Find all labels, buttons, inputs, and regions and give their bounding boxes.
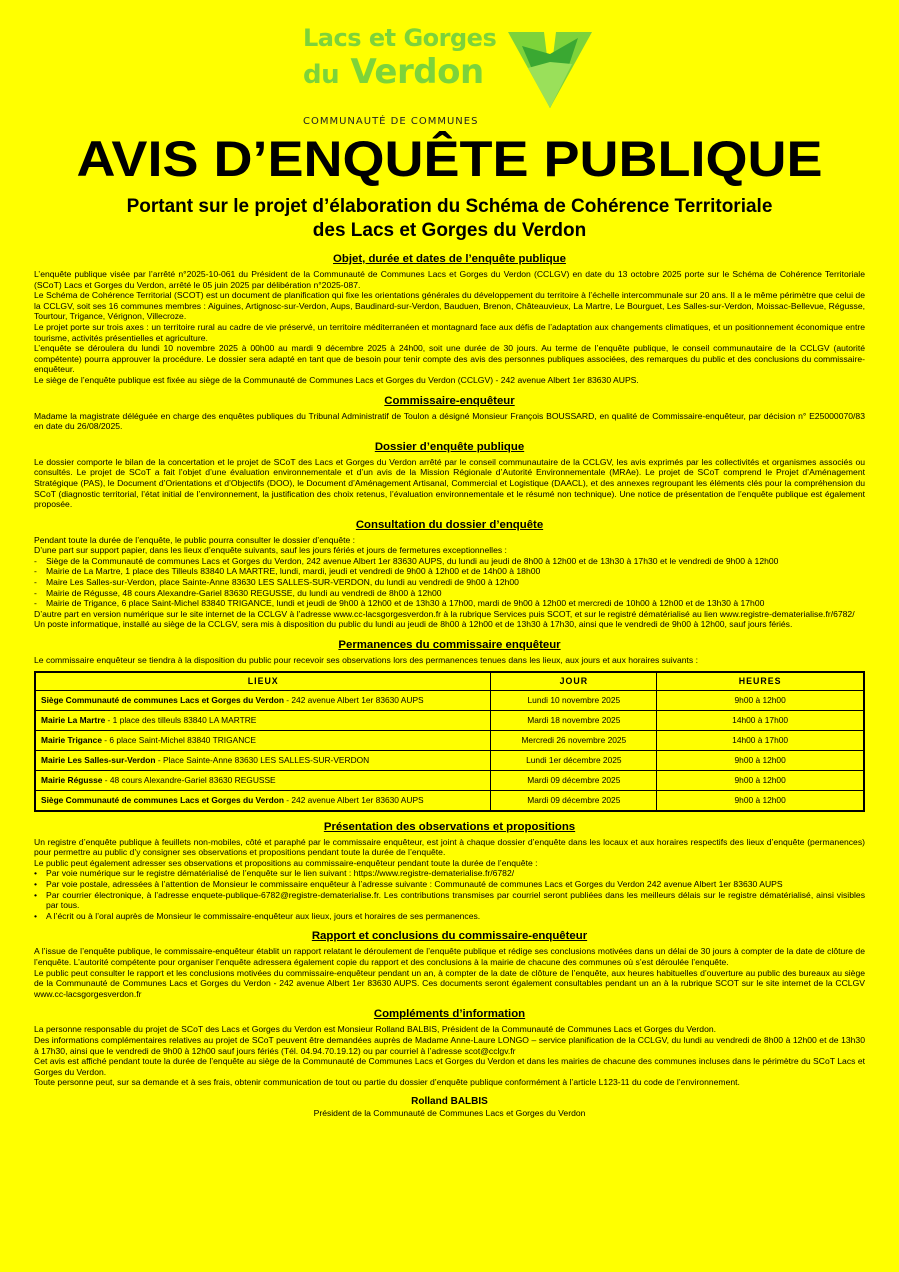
list-item: - Siège de la Communauté de communes Lacs et Gorges du Verdon, 242 avenue Albert 1er 83630 AUPS, du lundi au jeudi de 8h00 à 12h00 et de 13h30 à 17h30 et le vendredi de 9h00 à 12h00 bbox=[34, 556, 865, 567]
paragraph: Un registre d’enquête publique à feuillets non-mobiles, côté et paraphé par le commissaire enquêteur, est joint à chaque dossier d’enquête dans les locaux et aux horaires respectifs des lieux d’enquête (permanences) pour permettre au public d’y consigner ses observations et propositions pendant toute la durée de l’enquête. bbox=[34, 836, 865, 858]
cell-heures: 9h00 à 12h00 bbox=[657, 770, 864, 790]
paragraph: Pendant toute la durée de l’enquête, le public pourra consulter le dossier d’enquête : bbox=[34, 534, 356, 545]
cell-jour: Lundi 1er décembre 2025 bbox=[491, 750, 657, 770]
cell-jour: Mercredi 26 novembre 2025 bbox=[491, 730, 657, 750]
cell-lieu: Mairie Régusse - 48 cours Alexandre-Gariel 83630 REGUSSE bbox=[35, 770, 491, 790]
paragraph: Le dossier comporte le bilan de la concertation et le projet de SCoT des Lacs et Gorges du Verdon arrêté par le conseil communautaire de la CCLGV, les avis exprimés par les collectivités et organismes associés ou consultés. Le projet de SCoT a fait l’objet d’une évaluation environnementale et d’un avis de la Mission Régionale d’Autorité Environnementale (MRAe). Le projet de SCoT comprend le Projet d’Aménagement Stratégique (PAS), le Document d’Orientations et d’Objectifs (DOO), le Document d’Aménagement Artisanal, Commercial et Logistique (DAACL), et des annexes regroupant les éléments clés pour la compréhension du SCoT (diagnostic territorial, l’état initial de l’environnement, la justification des choix retenus, l’évaluation environnementale et le résumé non technique). Une notice de présentation de l’enquête publique est également proposée. bbox=[34, 456, 865, 510]
section-title: Rapport et conclusions du commissaire-enquêteur bbox=[311, 930, 588, 943]
section-consultation bbox=[34, 519, 865, 630]
paragraph: Le siège de l’enquête publique est fixée au siège de la Communauté de Communes Lacs et Gorges du Verdon (CCLGV) - 242 avenue Albert 1er 83630 AUPS. bbox=[34, 374, 639, 385]
cell-heures: 9h00 à 12h00 bbox=[657, 690, 864, 710]
section-title: Consultation du dossier d’enquête bbox=[355, 518, 544, 531]
table-row bbox=[35, 750, 864, 770]
list-item: • A l’écrit ou à l’oral auprès de Monsieur le commissaire-enquêteur aux lieux, jours et horaires de ses permanences. bbox=[34, 911, 865, 922]
paragraph: A l’issue de l’enquête publique, le commissaire-enquêteur établit un rapport relatant le déroulement de l’enquête publique et rédige ses conclusions motivées dans un délai de 30 jours à compter de la date de clôture de l’enquête. L’autorité compétente pour organiser l’enquête adressera également copie du rapport et des conclusions à la mairie de chacune des communes où s’est déroulée l’enquête. bbox=[34, 946, 865, 967]
section-title: Présentation des observations et propositions bbox=[323, 820, 576, 833]
subtitle-line-2: des Lacs et Gorges du Verdon bbox=[312, 220, 587, 241]
cell-heures: 9h00 à 12h00 bbox=[657, 750, 864, 770]
cell-jour: Lundi 10 novembre 2025 bbox=[491, 690, 657, 710]
section-permanences bbox=[34, 639, 865, 812]
page-title: AVIS D’ENQUÊTE PUBLIQUE bbox=[76, 131, 823, 187]
cell-lieu: Siège Communauté de communes Lacs et Gorges du Verdon - 242 avenue Albert 1er 83630 AUPS bbox=[35, 790, 491, 811]
section-title: Permanences du commissaire enquêteur bbox=[338, 639, 561, 652]
cell-lieu: Mairie Trigance - 6 place Saint-Michel 83840 TRIGANCE bbox=[35, 730, 491, 750]
signature bbox=[34, 1097, 865, 1118]
column-header-jour: JOUR bbox=[491, 672, 657, 691]
verdon-logo-icon bbox=[508, 28, 592, 108]
paragraph: Toute personne peut, sur sa demande et à ses frais, obtenir communication de tout ou partie du dossier d’enquête publique conformément à l’article L123-11 du code de l’environnement. bbox=[34, 1077, 740, 1088]
signatory-role: Président de la Communauté de Communes Lacs et Gorges du Verdon bbox=[313, 1107, 586, 1118]
list-item: - Mairie de Trigance, 6 place Saint-Michel 83840 TRIGANCE, lundi et jeudi de 9h00 à 12h00 et de 13h30 à 17h00, mardi de 9h00 à 12h00 et mercredi de 10h00 à 12h00 et de 13h30 à 17h00 bbox=[34, 598, 865, 609]
list-item: • Par voie postale, adressées à l’attention de Monsieur le commissaire enquêteur à l’adresse suivante : Communauté de communes Lacs et Gorges du Verdon 242 avenue Albert 1er 83630 AUPS bbox=[34, 879, 865, 890]
paragraph: Le public peut également adresser ses observations et propositions au commissaire-enquêteur pendant toute la durée de l’enquête : bbox=[34, 857, 538, 868]
signatory-name: Rolland BALBIS bbox=[411, 1095, 488, 1107]
paragraph: Le projet porte sur trois axes : un territoire rural au cadre de vie préservé, un territoire méditerranéen et montagnard face aux défis de l’adaptation aux changements climatiques, et un positionnement économique entre tourisme, activités présentielles et agriculture. bbox=[34, 321, 865, 343]
paragraph: Le public peut consulter le rapport et les conclusions motivées du commissaire-enquêteur pendant un an, à compter de la date de clôture de l’enquête, aux heures habituelles d’ouverture au public des bureaux au siège de la Communauté de Communes Lacs et Gorges du Verdon - 242 avenue Albert 1er 83630 AUPS. Ces documents seront également consultables pendant un an à la rubrique SCOT sur le site internet de la CCLGV www.cc-lacsgorgesverdon.fr bbox=[34, 967, 865, 999]
cell-jour: Mardi 18 novembre 2025 bbox=[491, 710, 657, 730]
cell-jour: Mardi 09 décembre 2025 bbox=[491, 790, 657, 811]
logo-line-2b: Verdon bbox=[350, 52, 484, 92]
cell-lieu: Mairie Les Salles-sur-Verdon - Place Sainte-Anne 83630 LES SALLES-SUR-VERDON bbox=[35, 750, 491, 770]
section-objet bbox=[34, 253, 865, 386]
table-row bbox=[35, 710, 864, 730]
cell-lieu: Mairie La Martre - 1 place des tilleuls 83840 LA MARTRE bbox=[35, 710, 491, 730]
column-header-lieux: LIEUX bbox=[35, 672, 491, 691]
consultation-list bbox=[34, 556, 865, 609]
logo-line-1: Lacs et Gorges bbox=[303, 24, 497, 52]
paragraph: La personne responsable du projet de SCoT des Lacs et Gorges du Verdon est Monsieur Rolland BALBIS, Président de la Communauté de Communes Lacs et Gorges du Verdon. bbox=[34, 1024, 717, 1035]
list-item: - Mairie de Régusse, 48 cours Alexandre-Gariel 83630 REGUSSE, du lundi au vendredi de 8h00 à 12h00 bbox=[34, 588, 865, 599]
paragraph: Des informations complémentaires relatives au projet de SCoT peuvent être demandées auprès de Madame Anne-Laure LONGO – service planification de la CCLGV, du lundi au vendredi de 8h00 à 12h00 et de 13h30 à 17h30, ainsi que le vendredi de 9h00 à 12h00 sauf jours fériés (Tél. 04.94.70.19.12) ou par courriel à l’adresse scot@cclgv.fr bbox=[34, 1034, 865, 1056]
section-title: Commissaire-enquêteur bbox=[384, 394, 515, 407]
table-row bbox=[35, 770, 864, 790]
logo-line-3: COMMUNAUTÉ DE COMMUNES bbox=[303, 116, 479, 127]
paragraph: Madame la magistrate déléguée en charge des enquêtes publiques du Tribunal Administratif de Toulon a désigné Monsieur François BOUSSARD, en qualité de Commissaire-enquêteur, par décision n° E25000070/83 en date du 26/08/2025. bbox=[34, 410, 865, 432]
observations-list bbox=[34, 868, 865, 921]
subtitle bbox=[0, 195, 899, 243]
section-title: Dossier d’enquête publique bbox=[374, 440, 525, 453]
section-dossier bbox=[34, 441, 865, 510]
section-title: Objet, durée et dates de l’enquête publique bbox=[333, 253, 566, 265]
logo-line-2 bbox=[303, 52, 484, 95]
list-item: - Mairie de La Martre, 1 place des Tilleuls 83840 LA MARTRE, lundi, mardi, jeudi et vendredi de 9h00 à 12h00 et de 14h00 à 18h00 bbox=[34, 566, 865, 577]
paragraph: L’enquête publique visée par l’arrêté n°2025-10-061 du Président de la Communauté de Communes Lacs et Gorges du Verdon (CCLGV) en date du 13 octobre 2025 porte sur le Schéma de Cohérence Territoriale (SCoT) Lacs et Gorges du Verdon, arrêté le 05 juin 2025 par délibération n°2025-087. bbox=[34, 269, 865, 290]
subtitle-line-1: Portant sur le projet d’élaboration du Schéma de Cohérence Territoriale bbox=[126, 196, 773, 217]
logo bbox=[300, 22, 600, 127]
table-header-row bbox=[35, 672, 864, 691]
list-item: • Par voie numérique sur le registre dématérialisé de l’enquête sur le lien suivant : https://www.registre-dematerialise.fr/6782/ bbox=[34, 868, 865, 879]
paragraph: Cet avis est affiché pendant toute la durée de l’enquête au siège de la Communauté de Communes Lacs et Gorges du Verdon et dans les mairies de chacune des communes incluses dans le périmètre du SCoT Lacs et Gorges du Verdon. bbox=[34, 1056, 865, 1077]
cell-jour: Mardi 09 décembre 2025 bbox=[491, 770, 657, 790]
cell-heures: 14h00 à 17h00 bbox=[657, 710, 864, 730]
notice-body bbox=[34, 253, 865, 1118]
section-rapport bbox=[34, 930, 865, 999]
section-complements bbox=[34, 1008, 865, 1088]
table-row bbox=[35, 730, 864, 750]
section-observations bbox=[34, 821, 865, 922]
table-row bbox=[35, 790, 864, 811]
paragraph: Le commissaire enquêteur se tiendra à la disposition du public pour recevoir ses observations lors des permanences tenues dans les lieux, aux jours et aux horaires suivants : bbox=[34, 655, 698, 666]
table-row bbox=[35, 690, 864, 710]
paragraph: D’une part sur support papier, dans les lieux d’enquête suivants, sauf les jours fériés et jours de fermetures exceptionnelles : bbox=[34, 545, 507, 556]
list-item: • Par courrier électronique, à l’adresse enquete-publique-6782@registre-dematerialise.fr. Les contributions transmises par courriel seront publiées dans les meilleurs délais sur le registre dématérialisé, ainsi visibles par tous. bbox=[34, 890, 865, 911]
logo-line-2a: du bbox=[303, 60, 340, 90]
list-item: - Maire Les Salles-sur-Verdon, place Sainte-Anne 83630 LES SALLES-SUR-VERDON, du lundi au vendredi de 9h00 à 12h00 bbox=[34, 577, 865, 588]
paragraph: Un poste informatique, installé au siège de la CCLGV, sera mis à disposition du public du lundi au jeudi de 8h00 à 12h00 et de 13h30 à 17h30, ainsi que le vendredi de 9h00 à 12h00, sauf jours fériés. bbox=[34, 619, 793, 630]
paragraph: D’autre part en version numérique sur le site internet de la CCLGV à l’adresse www.cc-lacsgorgesverdon.fr à la rubrique Services puis SCOT, et sur le registré dématérialisé au lien www.registre-dematerialise.fr/6782/ bbox=[34, 608, 855, 619]
paragraph: Le Schéma de Cohérence Territorial (SCOT) est un document de planification qui fixe les orientations générales du développement du territoire à l’échelle intercommunale sur 20 ans. Il a le même périmètre que celui de la CCLGV, soit ses 16 communes membres : Aiguines, Artignosc-sur-Verdon, Aups, Baudinard-sur-Verdon, Bauduen, Brenon, Châteauvieux, La Martre, Le Bourguet, Les Salles-sur-Verdon, Moissac-Bellevue, Régusse, Tourtour, Trigance, Vérignon, Villecroze. bbox=[34, 290, 865, 322]
section-title: Compléments d’information bbox=[373, 1008, 526, 1021]
cell-heures: 14h00 à 17h00 bbox=[657, 730, 864, 750]
cell-heures: 9h00 à 12h00 bbox=[657, 790, 864, 811]
cell-lieu: Siège Communauté de communes Lacs et Gorges du Verdon - 242 avenue Albert 1er 83630 AUPS bbox=[35, 690, 491, 710]
column-header-heures: HEURES bbox=[657, 672, 864, 691]
section-commissaire bbox=[34, 395, 865, 432]
permanences-table bbox=[34, 671, 865, 812]
paragraph: L’enquête se déroulera du lundi 10 novembre 2025 à 00h00 au mardi 9 décembre 2025 à 24h00, soit une durée de 30 jours. Au terme de l’enquête publique, le conseil communautaire de la CCLGV (autorité compétente) pourra approuver la procédure. Le dossier sera adapté en tant que de besoin pour tenir compte des avis des personnes publiques associées, des remarques du public et des conclusions du commissaire-enquêteur. bbox=[34, 343, 865, 375]
